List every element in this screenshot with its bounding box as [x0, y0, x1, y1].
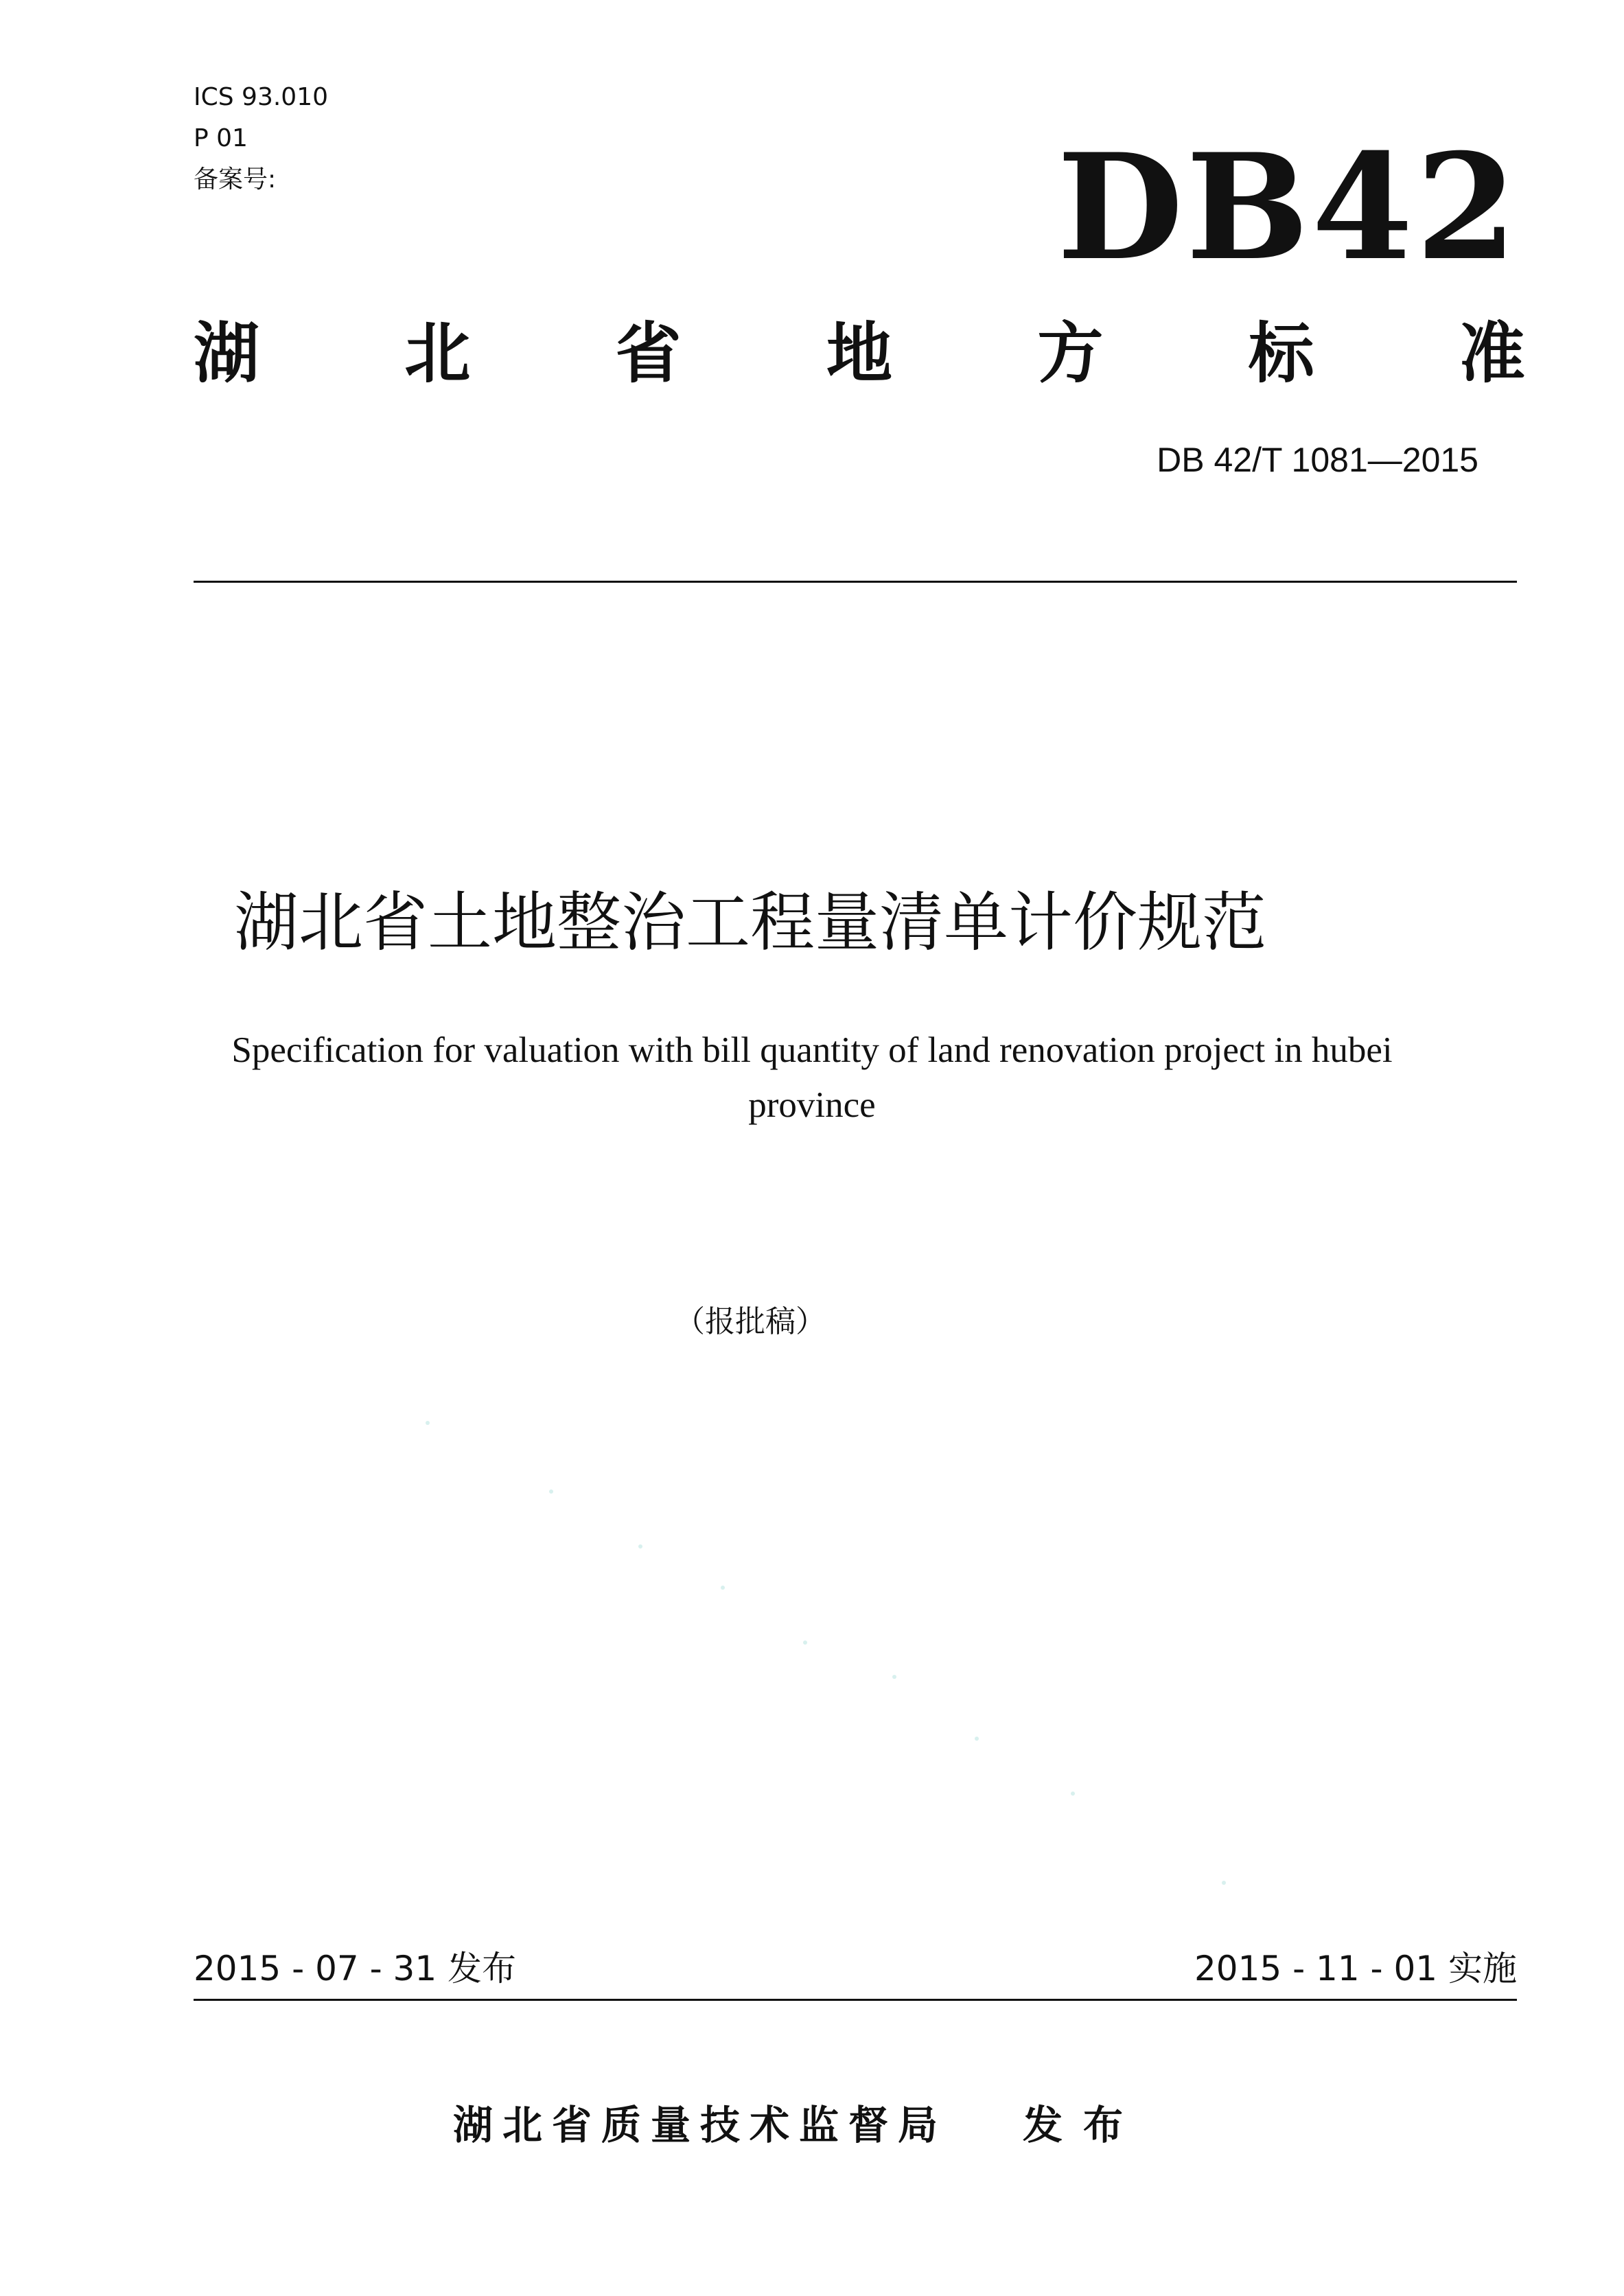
standard-type-char: 准 [1459, 315, 1525, 392]
standard-type-heading [194, 316, 1525, 391]
standard-type-char: 北 [404, 315, 471, 392]
header-divider [194, 581, 1517, 583]
standard-type-char: 标 [1248, 315, 1314, 392]
document-title-en-line: Specification for valuation with bill quantity of land renovation project in hubei [231, 1030, 1393, 1070]
standard-type-char: 湖 [194, 315, 259, 392]
record-number-label: 备案号: [194, 165, 277, 194]
issuer [453, 2100, 1144, 2150]
publish-date: 2015 - 07 - 31 发布 [194, 1949, 517, 1988]
standard-mark: DB42 [1057, 121, 1520, 292]
standard-type-char: 方 [1037, 315, 1104, 392]
draft-status: （报批稿） [675, 1304, 826, 1339]
standard-type-char: 地 [826, 315, 892, 392]
document-title-cn: 湖北省土地整治工程量清单计价规范 [233, 885, 1266, 960]
document-title-en-line: province [748, 1085, 876, 1125]
ccs-code: P 01 [194, 124, 248, 152]
footer-divider [194, 1999, 1517, 2001]
issuer-action: 发布 [1023, 2102, 1144, 2148]
issuer-name: 湖北省质量技术监督局 [453, 2102, 948, 2148]
document-title-en [194, 1023, 1430, 1133]
effective-date: 2015 - 11 - 01 实施 [1194, 1949, 1517, 1988]
standard-type-char: 省 [615, 315, 682, 392]
standard-number: DB 42/T 1081—2015 [1157, 441, 1478, 479]
ics-code: ICS 93.010 [194, 83, 329, 111]
